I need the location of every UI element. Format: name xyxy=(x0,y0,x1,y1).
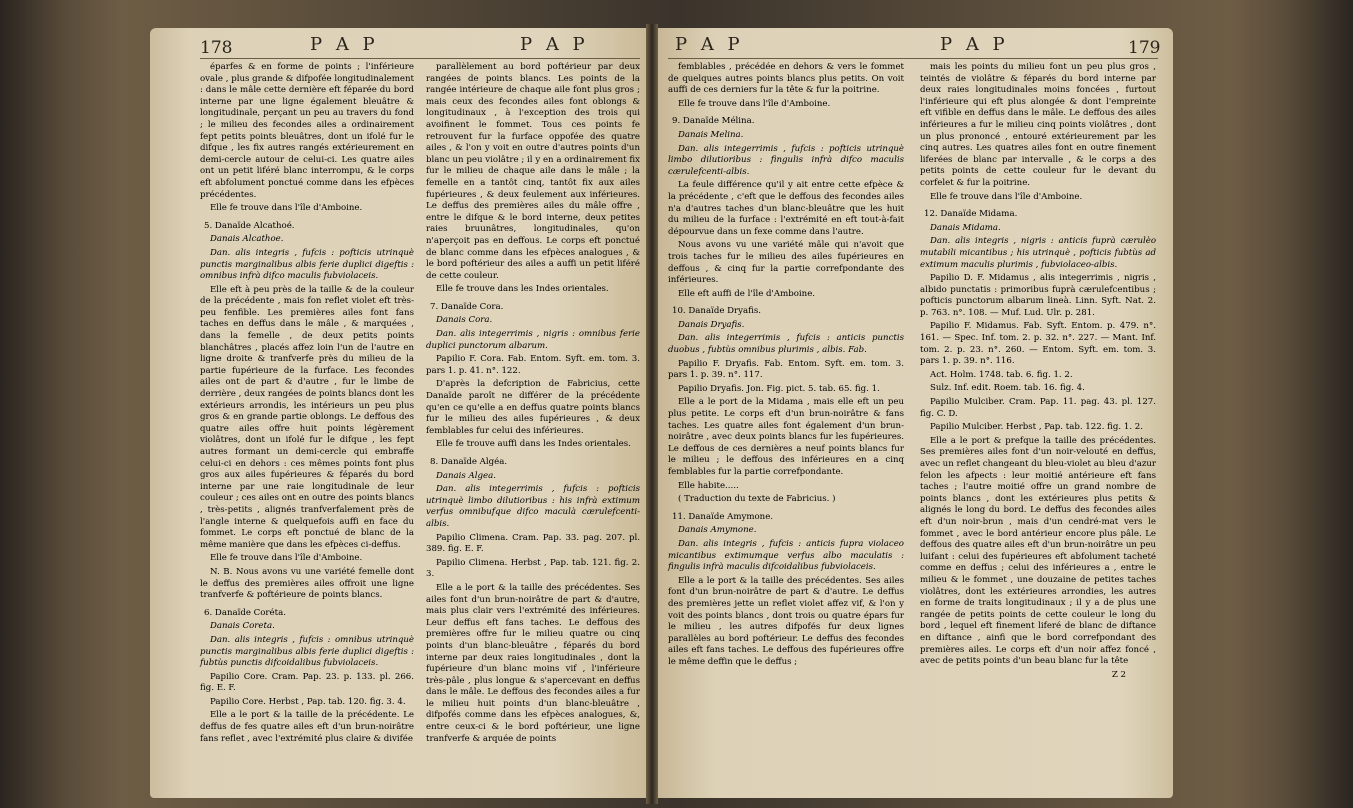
paragraph: Papilio F. Dryafis. Fab. Entom. Syft. em. tom. 3. pars 1. p. 39. n°. 117. xyxy=(668,358,904,381)
right-head-rule xyxy=(668,58,1158,59)
left-page-number: 178 xyxy=(200,38,233,58)
paragraph: Papilio Mulciber. Cram. Pap. 11. pag. 43. pl. 127. fig. C. D. xyxy=(920,397,1156,419)
paragraph: La feule différence qu'il y ait entre cette efpèce & la précédente , c'eft que le deffous des fecondes ailes n'a d'autres taches d'un blanc-bleuâtre que les huit du milieu de la furface : l'extrémité en eft tout-à-fait dépourvue dans un fexe comme dans l'autre. xyxy=(668,180,904,237)
left-column-1 xyxy=(200,62,414,747)
paragraph: Papilio D. F. Midamus , alis integerrimis , nigris , albido punctatis : primoribus fuprà cærulefcentibus ; pofticis punctorum albarum lineà. Linn. Syft. Nat. 2. p. 763. n°. 108. — Muf. Lud. Ulr. p. 281. xyxy=(920,273,1156,318)
paragraph: Papilio Core. Herbst , Pap. tab. 120. fig. 3. 4. xyxy=(210,696,406,707)
paragraph: 10. Danaïde Dryafis. xyxy=(672,306,761,317)
paragraph: 12. Danaïde Midama. xyxy=(924,209,1018,220)
paragraph: 6. Danaïde Coréta. xyxy=(204,607,286,618)
paragraph: Dan. alis integerrimis , fufcis : pofticis utrinquè limbo dilutioribus : his infrà extimum verfus omnibufque difco maculà cærulefcenti-albis. xyxy=(426,484,640,529)
paragraph: Elle fe trouve dans l'île d'Amboine. xyxy=(678,98,831,109)
paragraph: Papilio F. Midamus. Fab. Syft. Entom. p. 479. n°. 161. — Spec. Inf. tom. 2. p. 32. n°. 227. — Mant. Inf. tom. 2. p. 23. n°. 260. — Entom. Syft. em. tom. 3. pars 1. p. 39. n°. 116. xyxy=(920,321,1156,367)
left-head-rule xyxy=(200,58,640,59)
right-column-2 xyxy=(920,62,1156,683)
paragraph: Danais Midama. xyxy=(930,222,1001,233)
paragraph: Act. Holm. 1748. tab. 6. fig. 1. 2. xyxy=(930,369,1073,380)
paragraph: Elle habite..... xyxy=(678,480,739,491)
paragraph: Elle a le port & la taille des précédentes. Ses ailes font d'un brun-noirâtre de part & d'autre. Le deffus des premières jette un reflet violet affez vif, & l'on y voit des points blancs , dont trois ou quatre épars fur le milieu , les autres difpofés fur deux lignes parallèles au bord poftérieur. Le deffus des fecondes ailes eft fans taches. Le deffous des fupérieures offre le même deffin que le deffus ; xyxy=(668,575,904,667)
paragraph: Papilio Mulciber. Herbst , Pap. tab. 122. fig. 1. 2. xyxy=(930,422,1143,433)
paragraph: Elle eft auffi de l'île d'Amboine. xyxy=(678,288,816,299)
paragraph: Dan. alis integris , fufcis : pofticis utrinquè punctis marginalibus albis ferie duplici digeftis : omnibus infrà difco maculis fubviolaceis. xyxy=(200,247,414,282)
paragraph: mais les points du milieu font un peu plus gros , teintés de violâtre & féparés du bord interne par deux raies longitudinales moins foncées , furtout l'inférieure qui eft plus alongée & dont l'empreinte eft vifible en deffus dans le mâle. Le deffous des ailes inférieures a fur le milieu cinq points violâtres , dont un plus prononcé , entouré extérieurement par les cinq autres. Les quatres ailes font en outre finement liferées de blanc par intervalle , & le corps a des petits points de cette couleur fur le devant du corfelet & fur la poitrine. xyxy=(920,62,1156,188)
paragraph: 5. Danaïde Alcathoé. xyxy=(204,220,295,231)
paragraph: Papilio Climena. Cram. Pap. 33. pag. 207. pl. 389. fig. E. F. xyxy=(426,532,640,555)
paragraph: Nous avons vu une variété mâle qui n'avoit que trois taches fur le milieu des ailes fupérieures en deffous , & cinq fur la partie correfpondante des inférieures. xyxy=(668,240,904,286)
paragraph: Papilio Dryafis. Jon. Fig. pict. 5. tab. 65. fig. 1. xyxy=(678,383,880,394)
paragraph: Elle fe trouve dans les Indes orientales. xyxy=(436,284,609,295)
paragraph: femblables , précédée en dehors & vers le fommet de quelques autres points blancs plus petits. On voit auffi de ces derniers fur la tête & fur la poitrine. xyxy=(668,62,904,96)
paragraph: Elle fe trouve auffi dans les Indes orientales. xyxy=(436,439,631,450)
paragraph: parallèlement au bord poftérieur par deux rangées de points blancs. Les points de la rangée intérieure de chaque aile font plus gros ; mais ceux des fecondes ailes font oblongs & longitudinaux , à l'exception des trois qui avoifinent le fommet. Tous ces points fe retrouvent fur la furface oppofée des quatre ailes , & l'on y voit en outre d'autres points d'un blanc un peu violâtre ; il y en a ordinairement fix fur le milieu de chaque aile dans le mâle ; la femelle en a tantôt cinq, tantôt fix aux ailes fupérieures , & deux feulement aux inférieures. Le deffus des premières ailes du mâle offre , entre le difque & le bord interne, deux petites raies bruunâtres, longitudinales, qu'on n'aperçoit pas en deffous. Le corps eft ponctué de blanc comme dans les efpèces analogues , & le bord poftérieur des ailes a auffi un petit liféré de cette couleur. xyxy=(426,62,640,281)
paragraph: Elle fe trouve dans l'île d'Amboine. xyxy=(210,553,363,564)
paragraph: 8. Danaïde Algéa. xyxy=(430,457,508,467)
paragraph: Sulz. Inf. edit. Roem. tab. 16. fig. 4. xyxy=(930,383,1085,394)
paragraph: Dan. alis integris , fufcis : anticis fupra violaceo micantibus extimumque verfus albo maculatis : fingulis infrà maculis difcoidalibus fubviolaceis. xyxy=(668,538,904,573)
paragraph: Elle a le port & la taille des précédentes. Ses ailes font d'un brun-noirâtre de part & d'autre, mais plus clair vers l'extrémité des inférieures. Leur deffus eft fans taches. Le deffous des premières offre fur le milieu quatre ou cinq points d'un blanc-bleuâtre , féparés du bord interne par deux raies longitudinales , dont la fupérieure d'un blanc moins vif , l'inférieure très-pâle , plus longue & s'apercevant en deffus dans le mâle. Le deffous des fecondes ailes a fur le milieu huit points d'un blanc-bleuâtre , difpofés comme dans les efpèces analogues, &, entre ceux-ci & le bord poftérieur, une ligne tranfverfe & arquée de points xyxy=(426,582,640,744)
left-column-2 xyxy=(426,62,640,747)
paragraph: Dan. alis integerrimis , fufcis : pofticis utrinquè limbo dilutioribus : fingulis infrà difco maculis cærulefcenti-albis. xyxy=(668,143,904,177)
paragraph: Dan. alis integris , fufcis : omnibus utrinquè punctis marginalibus albis ferie duplici digeftis : fubtùs punctis difcoidalibus fubviolaceis. xyxy=(200,634,414,669)
paragraph: Elle a le port de la Midama , mais elle eft un peu plus petite. Le corps eft d'un brun-noirâtre & fans taches. Les quatre ailes font également d'un brun-noirâtre , avec deux points blancs fur les fupérieures. Le deffous de ces dernières a neuf points blancs fur le milieu ; le deffous des inférieures en a cinq femblables fur la partie correfpondante. xyxy=(668,397,904,477)
paragraph: Papilio F. Cora. Fab. Entom. Syft. em. tom. 3. pars 1. p. 41. n°. 122. xyxy=(426,354,640,376)
left-running-head-1: P A P xyxy=(310,34,379,55)
paragraph: Z 2 xyxy=(1111,669,1126,680)
right-running-head-2: P A P xyxy=(940,34,1009,55)
right-running-head-1: P A P xyxy=(675,34,744,55)
paragraph: Danais Algea. xyxy=(436,470,496,481)
paragraph: Elle a le port & prefque la taille des précédentes. Ses premières ailes font d'un noir-velouté en deffus, avec un reflet changeant du bleu-violet au bleu d'azur felon les afpects : leur moitié antérieure eft fans taches ; l'autre moitié offre un grand nombre de points blancs , dont les extérieures plus petits & alignés le long du bord. Le deffus des fecondes ailes eft d'un noir-brun , mais d'un cendré-mat vers le fommet , avec le bord antérieur encore plus pâle. Le deffous des quatre ailes eft d'un brun-noirâtre un peu luifant : celui des fupérieures eft abfolument tacheté comme en deffus ; celui des inférieures a , entre le milieu & le fommet , une douzaine de petites taches violâtres, dont les extérieures arrondies, les autres en forme de traits longitudinaux ; il y a de plus une rangée de petits points de cette couleur le long du bord , lequel eft finement liferé de blanc de diftance en diftance , ainfi que le bord correfpondant des premières ailes. Le corps eft d'un noir affez foncé , avec de petits points d'un beau blanc fur la tête xyxy=(920,435,1156,667)
paragraph: éparfes & en forme de points ; l'inférieure ovale , plus grande & difpofée longitudinalement : dans le mâle cette dernière eft féparée du bord interne par une ligne également bleuâtre & longitudinale, perçant un peu au travers du fond ; le milieu des fecondes ailes a ordinairement fept petits points bleuâtres, dont un ifolé fur le difque , les fix autres rangés extérieurement en demi-cercle autour de celui-ci. Les quatre ailes ont un petit liféré blanc interrompu, & le corps eft abfolument ponctué comme dans les efpèces précédentes. xyxy=(200,62,414,200)
left-running-head-2: P A P xyxy=(520,34,589,55)
paragraph: Danais Coreta. xyxy=(210,621,275,632)
paragraph: Dan. alis integerrimis , fufcis : anticis punctis duobus , fubtùs omnibus plurimis , albis. Fab. xyxy=(668,333,904,356)
paragraph: Papilio Climena. Herbst , Pap. tab. 121. fig. 2. 3. xyxy=(426,557,640,580)
paragraph: 7. Danaïde Cora. xyxy=(430,301,504,312)
paragraph: Danais Alcathoe. xyxy=(210,234,284,245)
paragraph: Danais Melina. xyxy=(678,129,744,140)
paragraph: ( Traduction du texte de Fabricius. ) xyxy=(678,494,836,505)
right-column-1 xyxy=(668,62,904,671)
paragraph: Elle fe trouve dans l'île d'Amboine. xyxy=(930,191,1083,202)
paragraph: D'après la defcription de Fabricius, cette Danaïde paroît ne différer de la précédente qu'en ce qu'elle a en deffus quatre points blancs fur le milieu des ailes fupérieures , & deux femblables fur celui des inférieures. xyxy=(426,379,640,436)
right-page-number: 179 xyxy=(1128,38,1161,58)
paragraph: 9. Danaïde Mélina. xyxy=(672,116,755,127)
book-gutter xyxy=(646,24,658,804)
paragraph: Dan. alis integris , nigris : anticis fuprà cærulèo mutabili micantibus ; his utrinquè , pofticis fubtùs ad extimum maculis plurimis , fubviolaceo-albis. xyxy=(920,236,1156,270)
paragraph: Elle a le port & la taille de la précédente. Le deffus de fes quatre ailes eft d'un brun-noirâtre fans reflet , avec l'extrémité plus claire & divifée xyxy=(200,710,414,744)
paragraph: Papilio Core. Cram. Pap. 23. p. 133. pl. 266. fig. E. F. xyxy=(200,671,414,694)
paragraph: Dan. alis integerrimis , nigris : omnibus ferie duplici punctorum albarum. xyxy=(426,329,640,351)
paragraph: Elle eft à peu près de la taille & de la couleur de la précédente , mais fon reflet violet eft très-peu fenfible. Les premières ailes font fans taches en deffus dans le mâle , & marquées , dans la femelle , de deux petits points blanchâtres , placés affez loin l'un de l'autre en ligne droite & tranfverfe près du milieu de la partie fupérieure de la furface. Les fecondes ailes ont de part & d'autre , fur le limbe de derrière , deux rangées de points blancs dont les extérieurs arrondis, les intérieurs un peu plus gros & en grande partie oblongs. Le deffous des quatre ailes offre huit points légèrement violâtres, dont un ifolé fur le difque , les fept autres formant un demi-cercle qui embraffe celui-ci en dehors : ces mêmes points font plus gros aux ailes fupérieures & féparés du bord interne par une raie longitudinale de leur couleur ; ces ailes ont en outre des points blancs , très-petits , alignés tranfverfalement près de l'angle interne & quelquefois auffi en face du fommet. Le corps eft ponctué de blanc de la même manière que dans les efpèces ci-deffus. xyxy=(200,284,414,550)
paragraph: Danais Cora. xyxy=(436,315,493,326)
paragraph: Elle fe trouve dans l'île d'Amboine. xyxy=(210,203,363,214)
paragraph: N. B. Nous avons vu une variété femelle dont le deffus des premières ailes offroit une ligne tranfverfe & poftérieure de points blancs. xyxy=(200,566,414,601)
paragraph: 11. Danaïde Amymone. xyxy=(672,511,774,522)
paragraph: Danais Amymone. xyxy=(678,525,757,536)
paragraph: Danais Dryafis. xyxy=(678,319,745,330)
